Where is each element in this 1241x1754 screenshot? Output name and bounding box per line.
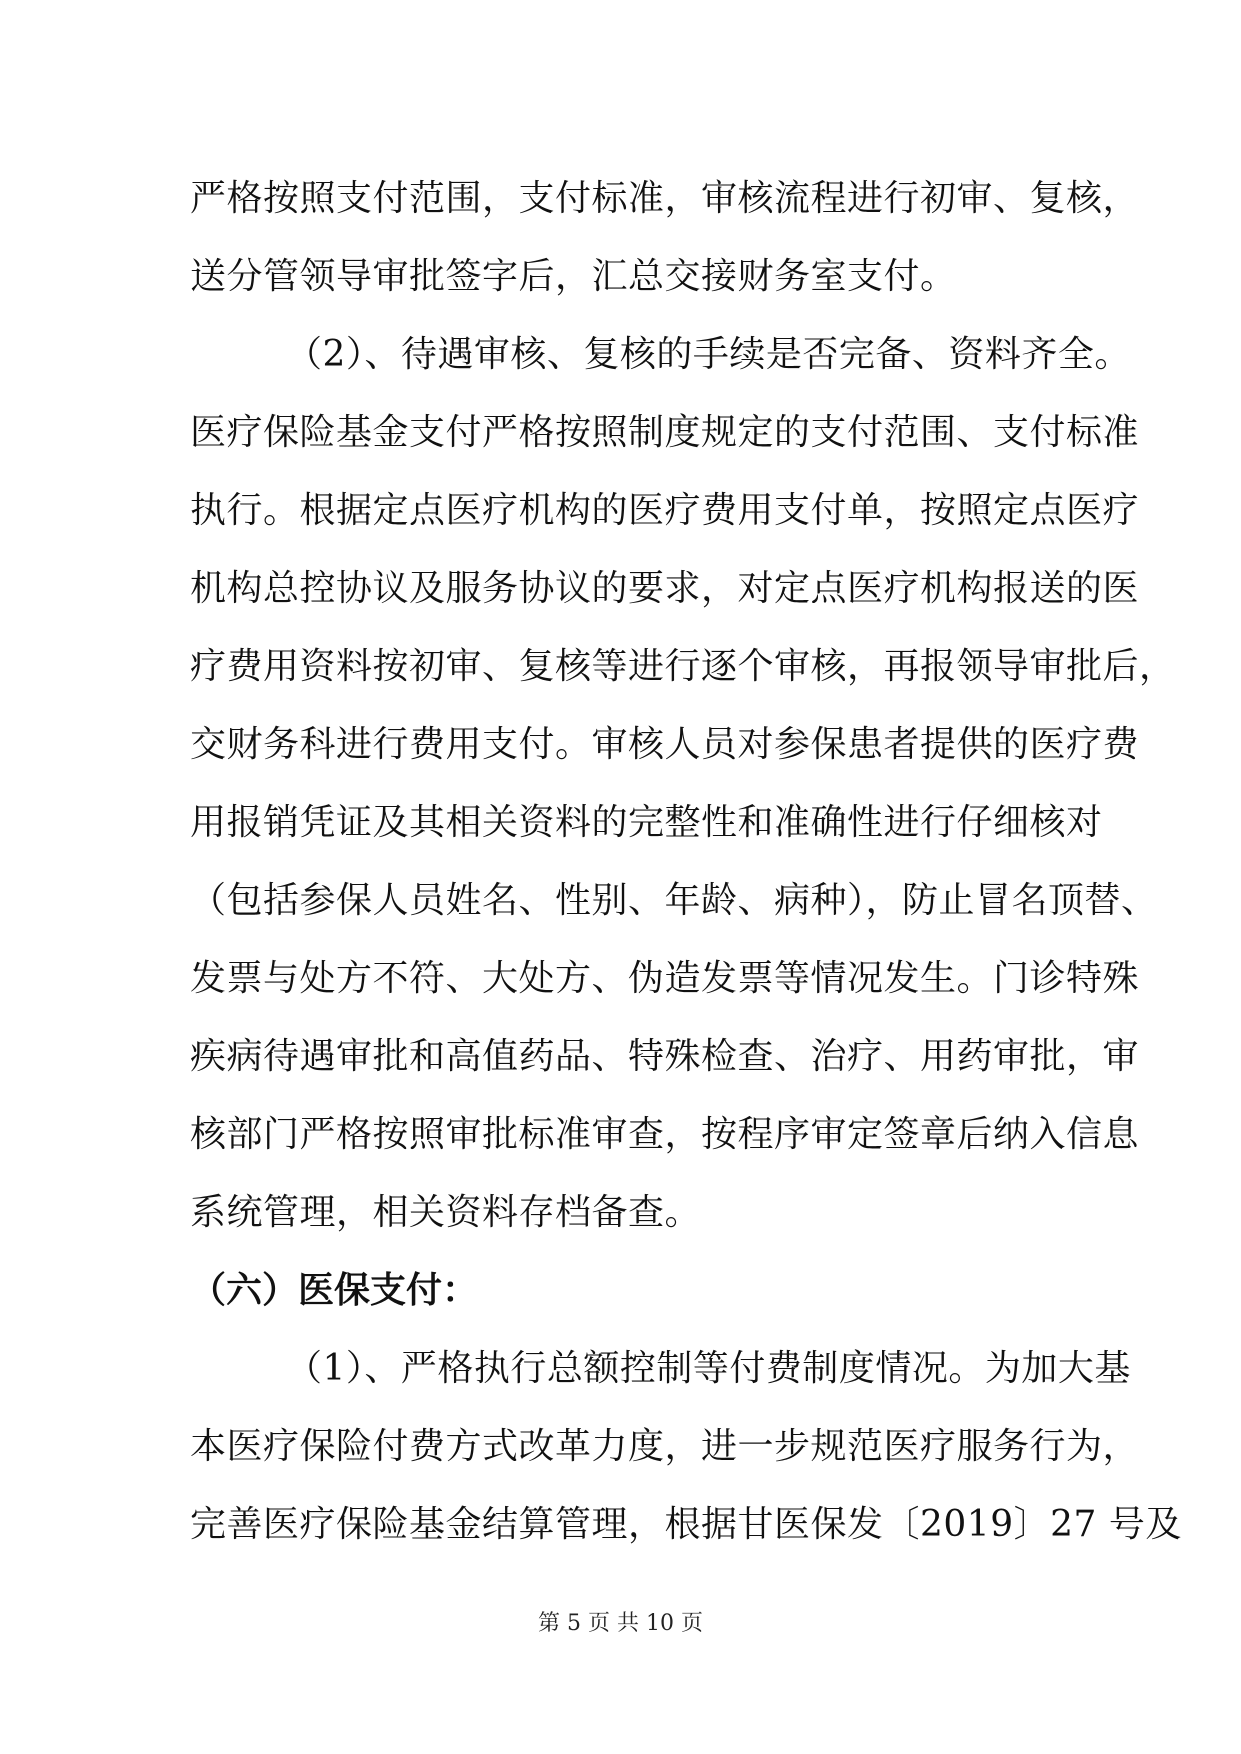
text-line: （包括参保人员姓名、性别、年龄、病种），防止冒名顶替、 [190,880,1158,921]
text-line: 医疗保险基金支付严格按照制度规定的支付范围、支付标准 [190,412,1140,453]
text-line: （1）、严格执行总额控制等付费制度情况。为加大基 [286,1348,1131,1389]
text-line: 疗费用资料按初审、复核等进行逐个审核，再报领导审批后， [190,646,1176,687]
page-number: 第 5 页 共 10 页 [538,1611,703,1636]
text-line: 机构总控协议及服务协议的要求，对定点医疗机构报送的医 [190,568,1140,609]
text-line: （2）、待遇审核、复核的手续是否完备、资料齐全。 [286,334,1131,375]
document-body [190,160,1182,1564]
text-line: 执行。根据定点医疗机构的医疗费用支付单，按照定点医疗 [190,490,1140,531]
text-line: 交财务科进行费用支付。审核人员对参保患者提供的医疗费 [190,724,1140,765]
section-heading: （六）医保支付： [190,1270,479,1311]
text-line: 完善医疗保险基金结算管理，根据甘医保发〔2019〕27 号及 [190,1504,1182,1545]
text-line: 发票与处方不符、大处方、伪造发票等情况发生。门诊特殊 [190,958,1140,999]
text-line: 系统管理，相关资料存档备查。 [190,1192,702,1233]
text-line: 核部门严格按照审批标准审查，按程序审定签章后纳入信息 [190,1114,1140,1155]
text-line: 严格按照支付范围，支付标准，审核流程进行初审、复核， [190,178,1140,219]
text-line: 送分管领导审批签字后，汇总交接财务室支付。 [190,256,957,297]
text-line: 用报销凭证及其相关资料的完整性和准确性进行仔细核对 [190,802,1103,843]
text-line: 本医疗保险付费方式改革力度，进一步规范医疗服务行为， [190,1426,1140,1467]
text-line: 疾病待遇审批和高值药品、特殊检查、治疗、用药审批，审 [190,1036,1140,1077]
